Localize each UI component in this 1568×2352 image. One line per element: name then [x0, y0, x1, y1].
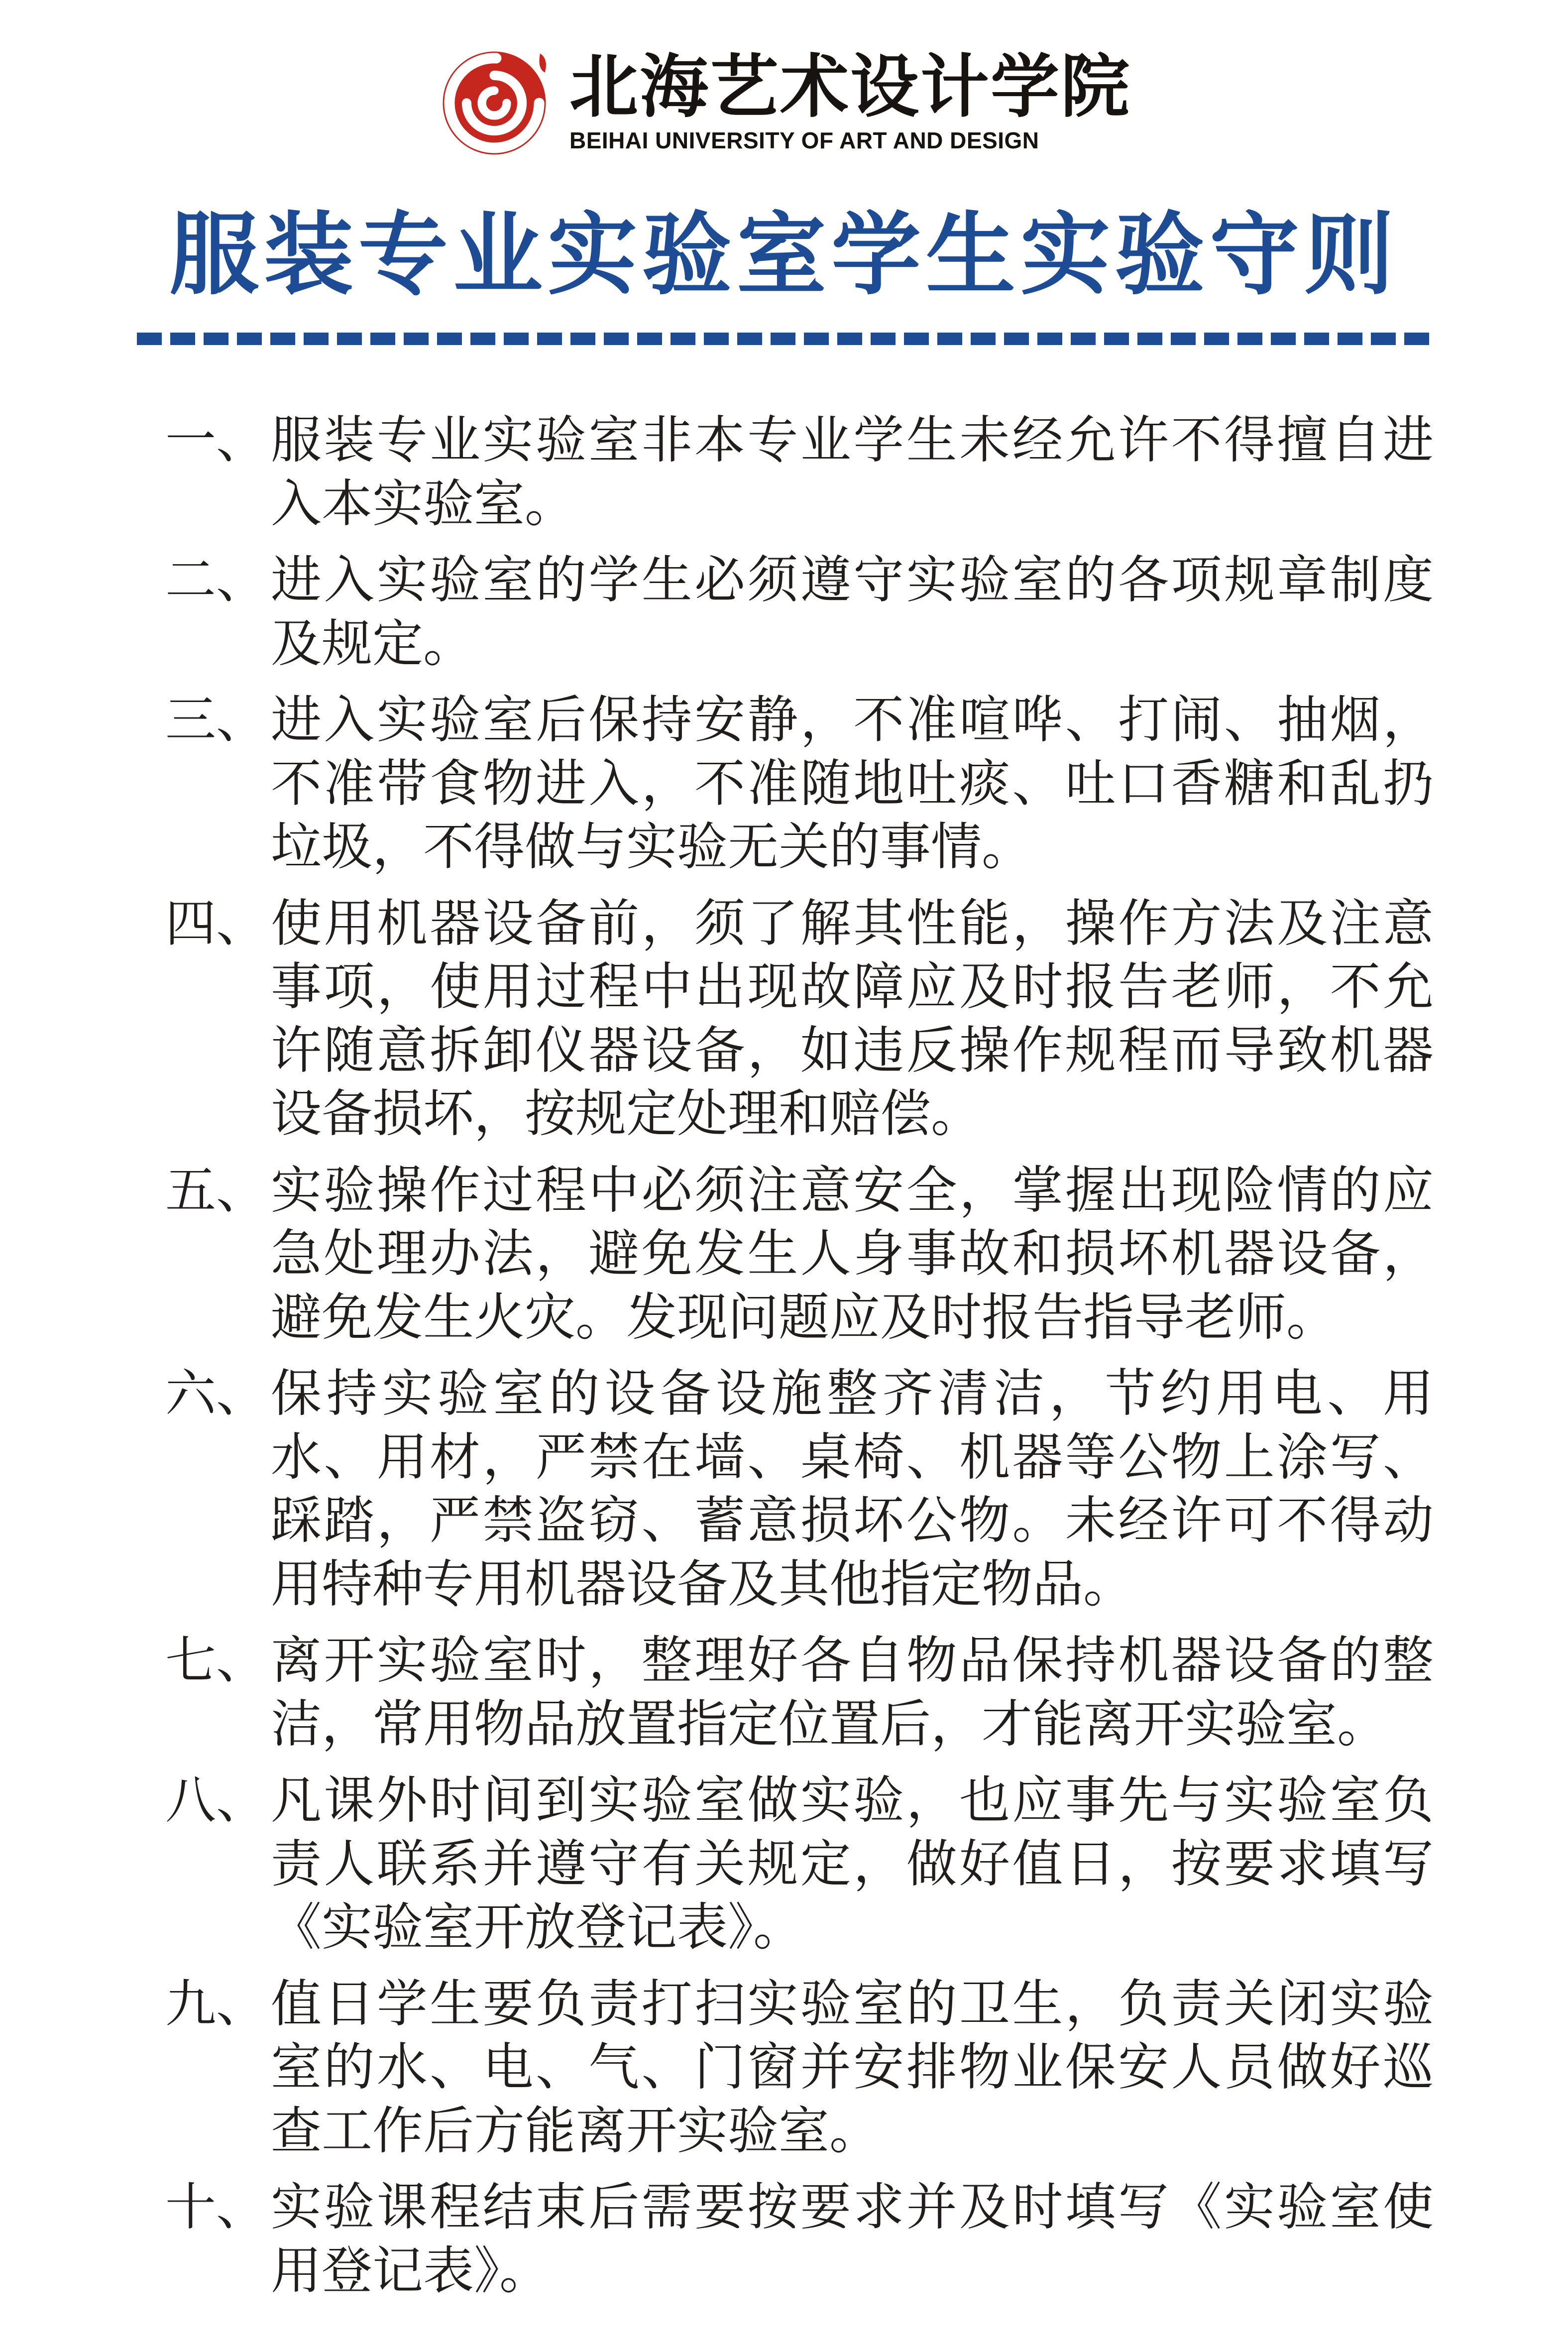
rule-number: 五、	[165, 1162, 267, 1219]
rule-item-1	[165, 409, 1568, 536]
rules-list	[0, 409, 1568, 2303]
rule-number: 九、	[165, 1975, 267, 2032]
rule-item-3	[165, 689, 1568, 879]
rule-item-5	[165, 1159, 1568, 1350]
rule-text: 进入实验室的学生必须遵守实验室的各项规章制度及规定。	[271, 552, 1434, 672]
rule-item-7	[165, 1629, 1568, 1756]
rule-text: 值日学生要负责打扫实验室的卫生，负责关闭实验室的水、电、气、门窗并安排物业保安人员做好巡查工作后方能离开实验室。	[271, 1975, 1434, 2159]
rule-item-2	[165, 549, 1568, 676]
rule-text: 实验操作过程中必须注意安全，掌握出现险情的应急处理办法，避免发生人身事故和损坏机器设备，避免发生火灾。发现问题应及时报告指导老师。	[271, 1162, 1434, 1346]
logo-swirl-icon	[437, 46, 552, 160]
rule-number: 七、	[165, 1632, 267, 1689]
rule-number: 三、	[165, 692, 267, 748]
rule-number: 六、	[165, 1365, 267, 1422]
rule-text: 凡课外时间到实验室做实验，也应事先与实验室负责人联系并遵守有关规定，做好值日，按要求填写《实验室开放登记表》。	[271, 1772, 1434, 1956]
rule-item-9	[165, 1973, 1568, 2163]
rule-item-10	[165, 2176, 1568, 2303]
rule-text: 实验课程结束后需要按要求并及时填写《实验室使用登记表》。	[271, 2179, 1434, 2299]
rule-number: 十、	[165, 2179, 267, 2235]
rule-text: 服装专业实验室非本专业学生未经允许不得擅自进入本实验室。	[271, 412, 1434, 532]
rule-item-8	[165, 1769, 1568, 1960]
rule-text: 进入实验室后保持安静，不准喧哗、打闹、抽烟，不准带食物进入，不准随地吐痰、吐口香糖和乱扔垃圾，不得做与实验无关的事情。	[271, 692, 1434, 875]
rule-item-4	[165, 892, 1568, 1146]
rule-number: 八、	[165, 1772, 267, 1829]
rule-text: 保持实验室的设备设施整齐清洁，节约用电、用水、用材，严禁在墙、桌椅、机器等公物上涂写、踩踏，严禁盗窃、蓄意损坏公物。未经许可不得动用特种专用机器设备及其他指定物品。	[271, 1365, 1434, 1613]
dashed-divider	[137, 333, 1431, 345]
rule-number: 二、	[165, 552, 267, 608]
university-logo	[0, 0, 1568, 160]
university-name-en: BEIHAI UNIVERSITY OF ART AND DESIGN	[569, 127, 1039, 153]
page-title: 服装专业实验室学生实验守则	[169, 205, 1399, 305]
rule-number: 一、	[165, 412, 267, 469]
rule-text: 离开实验室时，整理好各自物品保持机器设备的整洁，常用物品放置指定位置后，才能离开实验室。	[271, 1632, 1434, 1753]
logo-text-block	[569, 46, 1131, 154]
rule-number: 四、	[165, 895, 267, 952]
university-name-cn: 北海艺术设计学院	[569, 46, 1131, 127]
rule-item-6	[165, 1362, 1568, 1616]
rule-text: 使用机器设备前，须了解其性能，操作方法及注意事项，使用过程中出现故障应及时报告老师，不允许随意拆卸仪器设备，如违反操作规程而导致机器设备损坏，按规定处理和赔偿。	[271, 895, 1434, 1142]
